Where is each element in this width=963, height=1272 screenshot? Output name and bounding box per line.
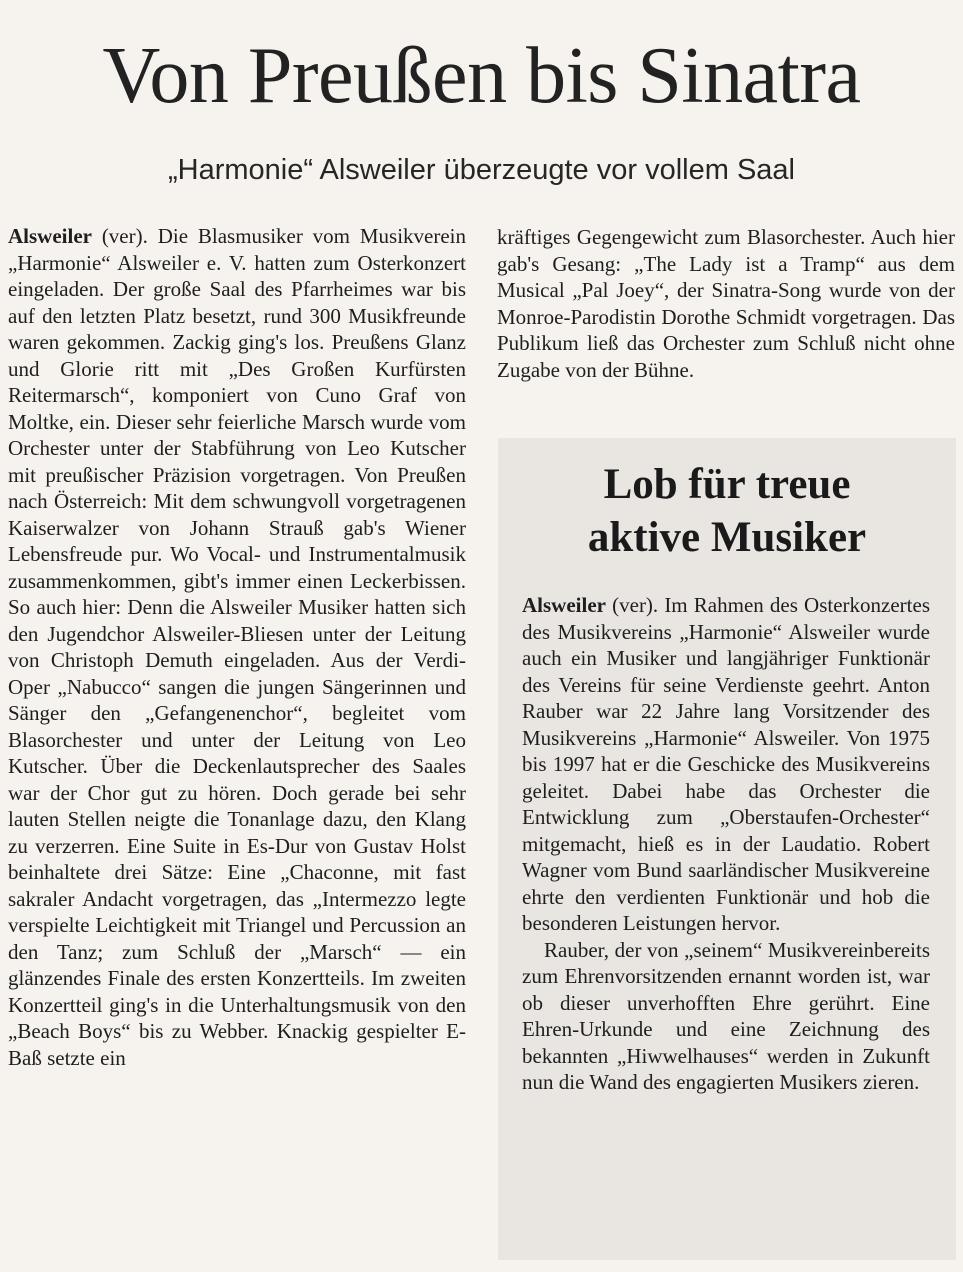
article-paragraph [8,223,466,1071]
sidebar-paragraph-2: Rauber, der von „seinem“ Musikvereinbereits zum Ehrenvorsitzenden ernannt worden ist, war ob dieser unverhofften Ehre gerührt. Eine Ehren-Urkunde und eine Zeichnung des bekannten „Hiwwelhauses“ werden in Zukunft nun die Wand des engagierten Musikers zieren. [522,937,930,1094]
sidebar-paragraph-1 [522,592,930,937]
article-body-right: kräftiges Gegengewicht zum Blasorchester. Auch hier gab's Gesang: „The Lady ist a Tramp“ aus dem Musical „Pal Joey“, der Sinatra-Song wurde von der Monroe-Parodistin Dorothe Schmidt vorgetragen. Das Publikum ließ das Orchester zum Schluß nicht ohne Zugabe von der Bühne. [497,225,955,382]
sidebar-title-line-1: Lob für treue [603,461,851,508]
sidebar-para1-text: (ver). Im Rahmen des Osterkonzertes des Musikvereins „Harmonie“ Alsweiler wurde auch ein Musiker und langjähriger Funktionär des Vereins für seine Verdienste geehrt. Anton Rauber war 22 Jahre lang Vorsitzender des Musikvereins „Harmonie“ Alsweiler. Von 1975 bis 1997 hat er die Geschicke des Musikvereins geleitet. Dabei habe das Orchester die Entwicklung zum „Oberstaufen-Orchester“ mitgemacht, hieß es in der Laudatio. Robert Wagner vom Bund saarländischer Musikvereine ehrte den verdienten Funktionär und hob die besonderen Leistungen hervor. [522,593,930,935]
dateline: Alsweiler [8,224,92,248]
sidebar-dateline: Alsweiler [522,593,606,617]
sidebar-text [522,592,930,1096]
article-column-right [497,224,955,383]
sidebar-title-line-2: aktive Musiker [587,514,867,561]
article-column-left [8,223,466,1071]
headline: Von Preußen bis Sinatra [102,32,861,120]
sidebar-title [498,458,956,564]
subheadline: „Harmonie“ Alsweiler überzeugte vor vollem Saal [168,154,795,186]
sidebar-box [498,438,956,1260]
article-body-left: (ver). Die Blasmusiker vom Musikverein „Harmonie“ Alsweiler e. V. hatten zum Osterkonzert eingeladen. Der große Saal des Pfarrheimes war bis auf den letzten Platz besetzt, rund 300 Musikfreunde waren gekommen. Zackig ging's los. Preußens Glanz und Glorie ritt mit „Des Großen Kurfürsten Reitermarsch“, komponiert von Cuno Graf von Moltke, ein. Dieser sehr feierliche Marsch wurde vom Orchester unter der Stabführung von Leo Kutscher mit preußischer Präzision vorgetragen. Von Preußen nach Österreich: Mit dem schwungvoll vorgetragenen Kaiserwalzer von Johann Strauß gab's Wiener Lebensfreude pur. Wo Vocal- und Instrumentalmusik zusammenkommen, gibt's immer einen Leckerbissen. So auch hier: Denn die Alsweiler Musiker hatten sich den Jugendchor Alsweiler-Bliesen unter der Leitung von Christoph Demuth eingeladen. Aus der Verdi-Oper „Nabucco“ sangen die jungen Sängerinnen und Sänger den „Gefangenenchor“, begleitet vom Blasorchester und unter der Leitung von Leo Kutscher. Über die Deckenlautsprecher des Saales war der Chor gut zu hören. Doch gerade bei sehr lauten Stellen neigte die Tonanlage dazu, den Klang zu verzerren. Eine Suite in Es-Dur von Gustav Holst beinhaltete drei Sätze: Eine „Chaconne, mit fast sakraler Andacht vorgetragen, das „Intermezzo legte verspielte Leichtigkeit mit Triangel und Percussion an den Tanz; zum Schluß der „Marsch“ — ein glänzendes Finale des ersten Konzertteils. Im zweiten Konzertteil ging's in die Unterhaltungsmusik von den „Beach Boys“ bis zu Webber. Knackig gespielter E-Baß setzte ein [8,224,466,1070]
